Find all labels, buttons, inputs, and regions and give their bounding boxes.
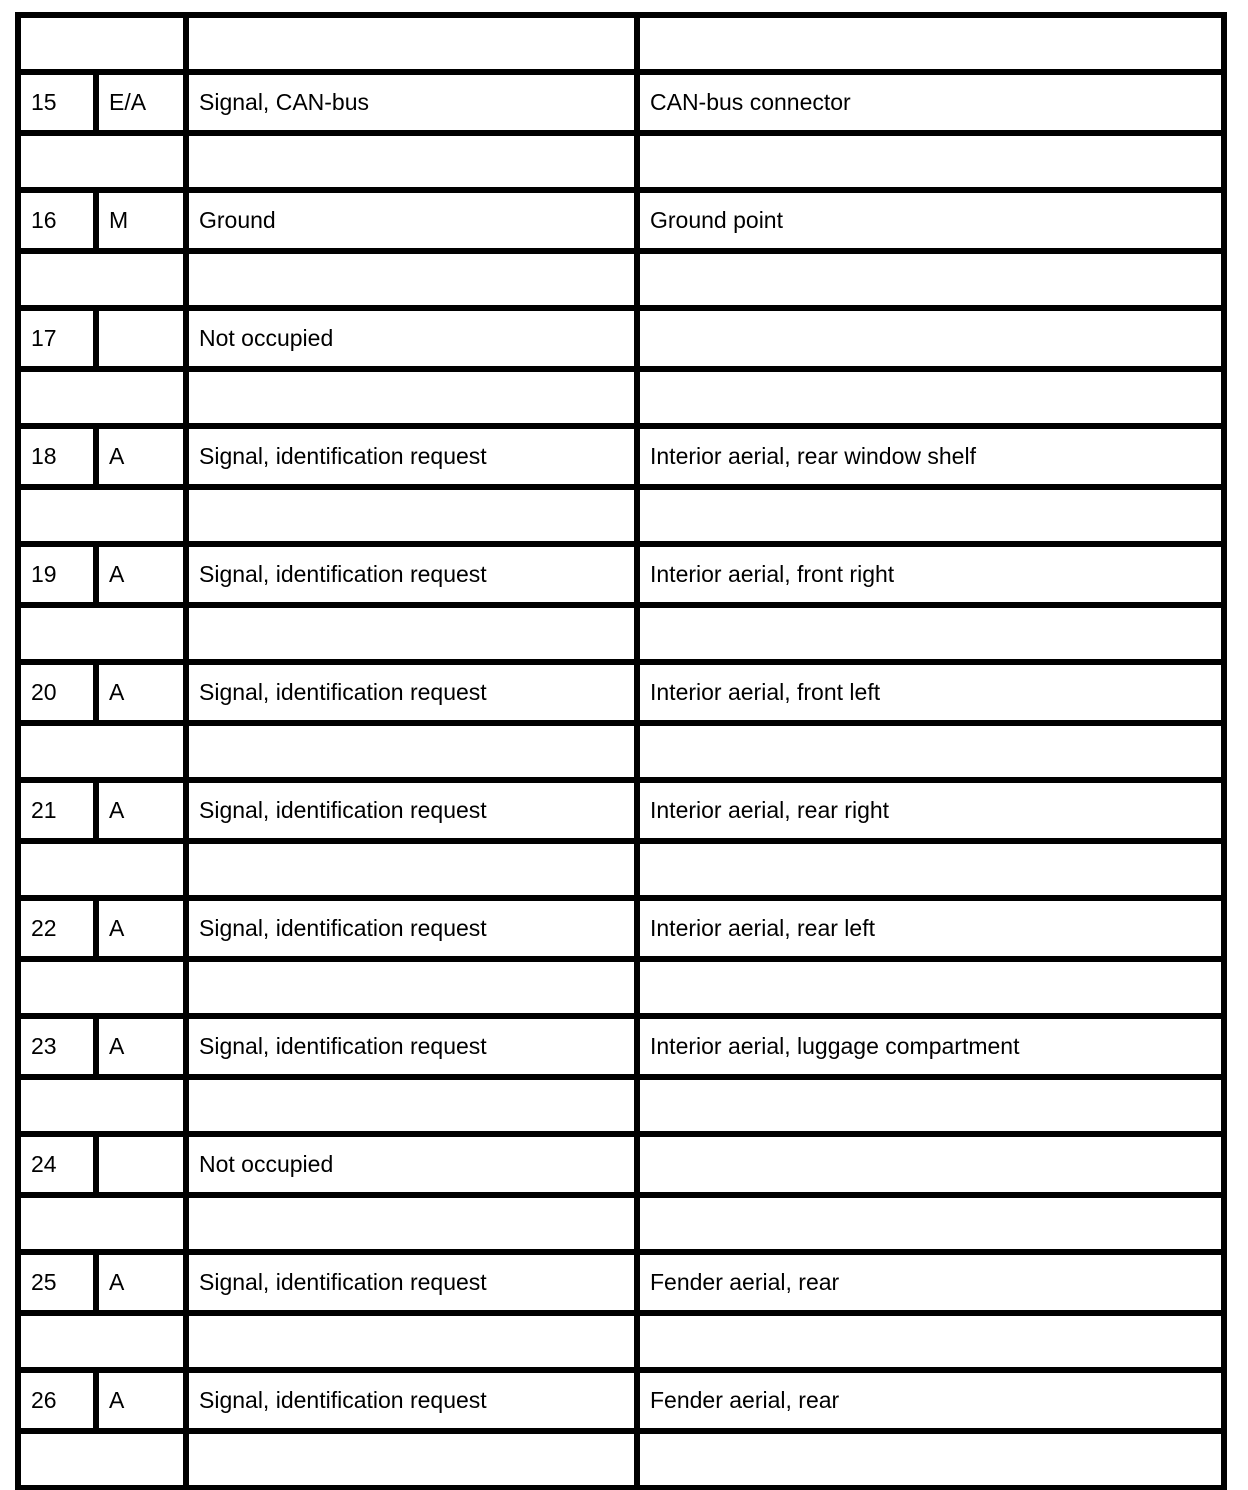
- spacer-signal-cell: [186, 1313, 637, 1370]
- pin-code-cell: A: [96, 662, 186, 723]
- signal-cell: Signal, identification request: [186, 1370, 637, 1431]
- spacer-signal-cell: [186, 1195, 637, 1252]
- spacer-signal-cell: [186, 369, 637, 426]
- spacer-row: [18, 15, 1224, 72]
- location-cell: Interior aerial, front right: [637, 544, 1224, 605]
- spacer-pin-code-cell: [18, 959, 186, 1016]
- pin-number-cell: 21: [18, 780, 96, 841]
- location-cell: Interior aerial, luggage compartment: [637, 1016, 1224, 1077]
- spacer-signal-cell: [186, 1077, 637, 1134]
- spacer-pin-code-cell: [18, 723, 186, 780]
- spacer-pin-code-cell: [18, 15, 186, 72]
- spacer-signal-cell: [186, 841, 637, 898]
- pin-number-cell: 24: [18, 1134, 96, 1195]
- pin-row: [18, 780, 1224, 841]
- pin-code-cell: [96, 308, 186, 369]
- spacer-location-cell: [637, 1077, 1224, 1134]
- signal-cell: Signal, identification request: [186, 1016, 637, 1077]
- signal-cell: Signal, identification request: [186, 780, 637, 841]
- pin-number-cell: 17: [18, 308, 96, 369]
- pin-row: [18, 308, 1224, 369]
- spacer-row: [18, 723, 1224, 780]
- spacer-signal-cell: [186, 15, 637, 72]
- spacer-pin-code-cell: [18, 487, 186, 544]
- pin-code-cell: A: [96, 898, 186, 959]
- spacer-signal-cell: [186, 959, 637, 1016]
- pin-number-cell: 18: [18, 426, 96, 487]
- spacer-signal-cell: [186, 723, 637, 780]
- spacer-row: [18, 251, 1224, 308]
- spacer-row: [18, 1431, 1224, 1488]
- pin-number-cell: 15: [18, 72, 96, 133]
- spacer-location-cell: [637, 487, 1224, 544]
- location-cell: [637, 308, 1224, 369]
- location-cell: Interior aerial, rear left: [637, 898, 1224, 959]
- signal-cell: Not occupied: [186, 1134, 637, 1195]
- spacer-pin-code-cell: [18, 1313, 186, 1370]
- signal-cell: Signal, CAN-bus: [186, 72, 637, 133]
- spacer-row: [18, 841, 1224, 898]
- location-cell: CAN-bus connector: [637, 72, 1224, 133]
- spacer-row: [18, 1313, 1224, 1370]
- spacer-pin-code-cell: [18, 605, 186, 662]
- spacer-location-cell: [637, 1431, 1224, 1488]
- pin-code-cell: E/A: [96, 72, 186, 133]
- signal-cell: Signal, identification request: [186, 662, 637, 723]
- spacer-row: [18, 1077, 1224, 1134]
- spacer-location-cell: [637, 369, 1224, 426]
- pin-code-cell: M: [96, 190, 186, 251]
- spacer-location-cell: [637, 605, 1224, 662]
- spacer-pin-code-cell: [18, 133, 186, 190]
- spacer-location-cell: [637, 1313, 1224, 1370]
- pin-number-cell: 19: [18, 544, 96, 605]
- pin-number-cell: 20: [18, 662, 96, 723]
- location-cell: Ground point: [637, 190, 1224, 251]
- pin-row: [18, 898, 1224, 959]
- spacer-signal-cell: [186, 133, 637, 190]
- signal-cell: Ground: [186, 190, 637, 251]
- location-cell: [637, 1134, 1224, 1195]
- location-cell: Interior aerial, front left: [637, 662, 1224, 723]
- pin-code-cell: A: [96, 544, 186, 605]
- pin-row: [18, 1252, 1224, 1313]
- pin-row: [18, 426, 1224, 487]
- spacer-signal-cell: [186, 1431, 637, 1488]
- pin-row: [18, 662, 1224, 723]
- pin-row: [18, 190, 1224, 251]
- signal-cell: Signal, identification request: [186, 1252, 637, 1313]
- location-cell: Interior aerial, rear window shelf: [637, 426, 1224, 487]
- spacer-location-cell: [637, 1195, 1224, 1252]
- pin-number-cell: 26: [18, 1370, 96, 1431]
- spacer-pin-code-cell: [18, 1077, 186, 1134]
- spacer-row: [18, 605, 1224, 662]
- pin-code-cell: A: [96, 780, 186, 841]
- pin-row: [18, 1370, 1224, 1431]
- spacer-location-cell: [637, 723, 1224, 780]
- pin-row: [18, 544, 1224, 605]
- signal-cell: Signal, identification request: [186, 426, 637, 487]
- spacer-row: [18, 959, 1224, 1016]
- location-cell: Fender aerial, rear: [637, 1252, 1224, 1313]
- spacer-signal-cell: [186, 251, 637, 308]
- pin-number-cell: 23: [18, 1016, 96, 1077]
- spacer-location-cell: [637, 841, 1224, 898]
- pin-row: [18, 1134, 1224, 1195]
- signal-cell: Signal, identification request: [186, 898, 637, 959]
- pin-code-cell: A: [96, 1252, 186, 1313]
- spacer-row: [18, 369, 1224, 426]
- pin-code-cell: A: [96, 1016, 186, 1077]
- spacer-signal-cell: [186, 605, 637, 662]
- spacer-pin-code-cell: [18, 1431, 186, 1488]
- pin-assignment-table: [15, 12, 1227, 1490]
- signal-cell: Signal, identification request: [186, 544, 637, 605]
- spacer-location-cell: [637, 959, 1224, 1016]
- spacer-pin-code-cell: [18, 251, 186, 308]
- spacer-pin-code-cell: [18, 841, 186, 898]
- pin-table-body: [18, 15, 1224, 1488]
- spacer-row: [18, 133, 1224, 190]
- pin-row: [18, 1016, 1224, 1077]
- spacer-row: [18, 487, 1224, 544]
- pin-code-cell: A: [96, 426, 186, 487]
- spacer-location-cell: [637, 251, 1224, 308]
- spacer-location-cell: [637, 133, 1224, 190]
- pin-code-cell: [96, 1134, 186, 1195]
- spacer-location-cell: [637, 15, 1224, 72]
- pin-number-cell: 25: [18, 1252, 96, 1313]
- spacer-signal-cell: [186, 487, 637, 544]
- pin-number-cell: 22: [18, 898, 96, 959]
- spacer-row: [18, 1195, 1224, 1252]
- signal-cell: Not occupied: [186, 308, 637, 369]
- pin-number-cell: 16: [18, 190, 96, 251]
- location-cell: Fender aerial, rear: [637, 1370, 1224, 1431]
- location-cell: Interior aerial, rear right: [637, 780, 1224, 841]
- spacer-pin-code-cell: [18, 369, 186, 426]
- spacer-pin-code-cell: [18, 1195, 186, 1252]
- pin-row: [18, 72, 1224, 133]
- pin-code-cell: A: [96, 1370, 186, 1431]
